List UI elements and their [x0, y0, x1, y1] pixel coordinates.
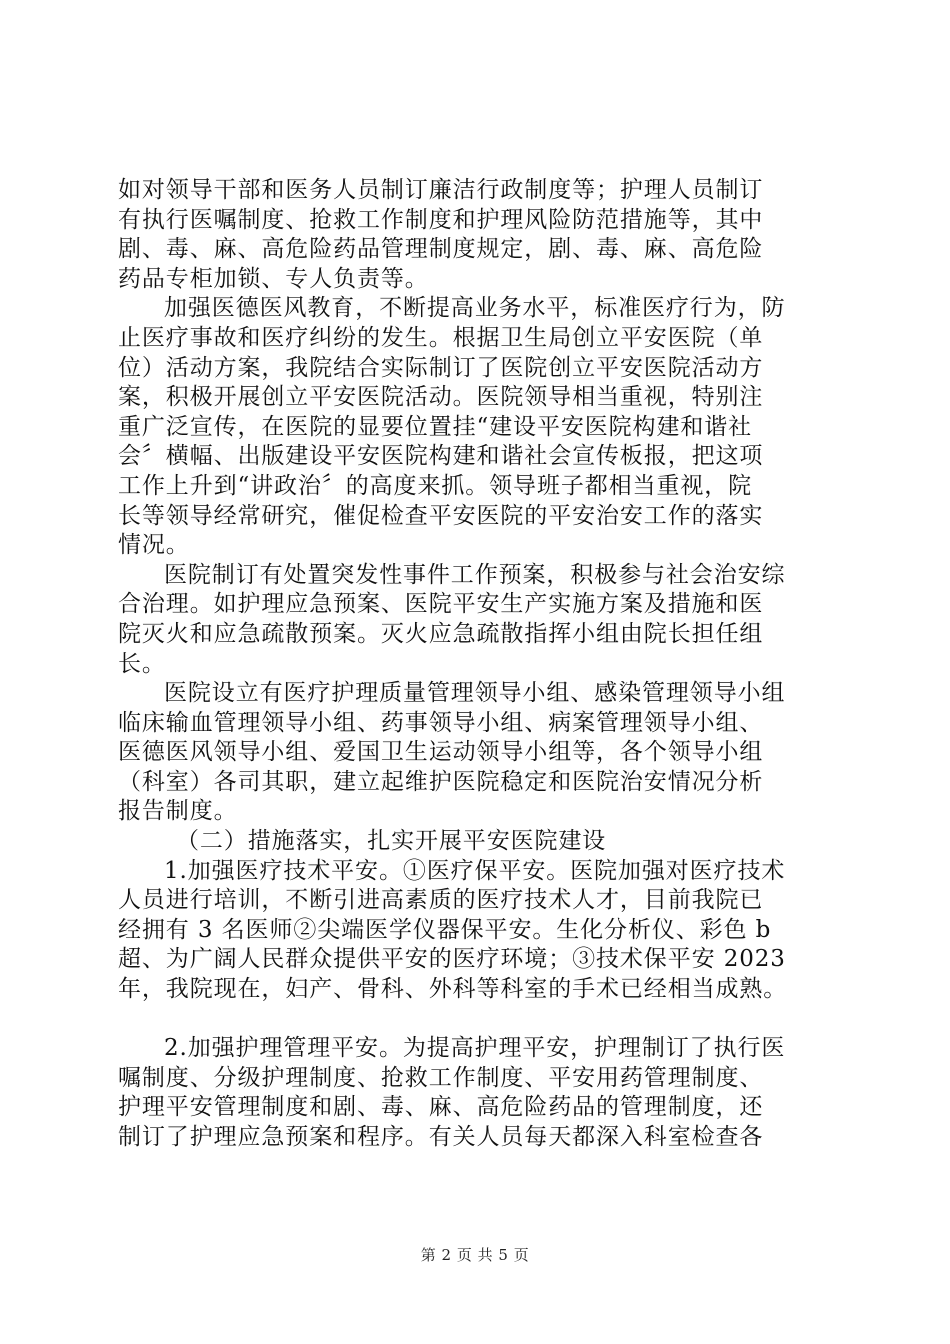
document-body: [118, 176, 834, 1153]
text-line: 嘱制度、分级护理制度、抢救工作制度、平安用药管理制度、: [118, 1064, 764, 1091]
text-line: 医德医风领导小组、爱国卫生运动领导小组等，各个领导小组: [118, 739, 764, 766]
text-line: 人员进行培训，不断引进高素质的医疗技术人才，目前我院已: [118, 887, 764, 914]
text-line: 制订了护理应急预案和程序。有关人员每天都深入科室检查各: [118, 1124, 764, 1150]
text-line: 会〞横幅、出版建设平安医院构建和谐社会宣传板报，把这项: [118, 443, 764, 470]
text-line: 情况。: [118, 532, 190, 559]
text-line: 护理平安管理制度和剧、毒、麻、高危险药品的管理制度，还: [118, 1094, 764, 1121]
text-line: 位）活动方案，我院结合实际制订了医院创立平安医院活动方: [118, 354, 764, 381]
text-line: 如对领导干部和医务人员制订廉洁行政制度等；护理人员制订: [118, 177, 764, 203]
text-line: 止医疗事故和医疗纠纷的发生。根据卫生局创立平安医院（单: [118, 324, 764, 351]
text-line: 超、为广阔人民群众提供平安的医疗环境；③技术保平安 2023: [118, 946, 786, 973]
text-line: 工作上升到“讲政治〞的高度来抓。领导班子都相当重视，院: [118, 472, 753, 499]
text-line: 报告制度。: [118, 798, 238, 825]
paragraph-start-line: 2.加强护理管理平安。为提高护理平安，护理制订了执行医: [164, 1035, 786, 1062]
paragraph-start-line: 医院制订有处置突发性事件工作预案，积极参与社会治安综: [164, 561, 786, 588]
paragraph-start-line: 医院设立有医疗护理质量管理领导小组、感染管理领导小组: [164, 680, 786, 707]
text-line: 院灭火和应急疏散预案。灭火应急疏散指挥小组由院长担任组: [118, 620, 764, 647]
paragraph-start-line: 加强医德医风教育，不断提高业务水平，标准医疗行为，防: [164, 295, 786, 322]
text-line: 有执行医嘱制度、抢救工作制度和护理风险防范措施等，其中: [118, 206, 764, 233]
text-line: 经拥有 3 名医师②尖端医学仪器保平安。生化分析仪、彩色 b: [118, 916, 772, 943]
text-line: 合治理。如护理应急预案、医院平安生产实施方案及措施和医: [118, 591, 764, 618]
text-line: 药品专柜加锁、专人负责等。: [118, 265, 429, 292]
text-line: 长。: [118, 650, 166, 677]
text-line: （科室）各司其职，建立起维护医院稳定和医院治安情况分析: [118, 768, 764, 795]
text-line: 年，我院现在，妇产、骨科、外科等科室的手术已经相当成熟。: [118, 976, 788, 1003]
text-line: 重广泛宣传，在医院的显要位置挂“建设平安医院构建和谐社: [118, 413, 753, 440]
text-line: 案，积极开展创立平安医院活动。医院领导相当重视，特别注: [118, 384, 764, 411]
paragraph-start-line: 1.加强医疗技术平安。①医疗保平安。医院加强对医疗技术: [164, 857, 786, 884]
text-line: 长等领导经常研究，催促检查平安医院的平安治安工作的落实: [118, 502, 764, 529]
paragraph-gap: [118, 1005, 834, 1035]
text-line: 临床输血管理领导小组、药事领导小组、病案管理领导小组、: [118, 709, 764, 736]
text-line: 剧、毒、麻、高危险药品管理制度规定，剧、毒、麻、高危险: [118, 236, 764, 263]
page-indicator: 第 2 页 共 5 页: [420, 1246, 530, 1264]
section-heading: （二）措施落实，扎实开展平安医院建设: [176, 828, 607, 855]
